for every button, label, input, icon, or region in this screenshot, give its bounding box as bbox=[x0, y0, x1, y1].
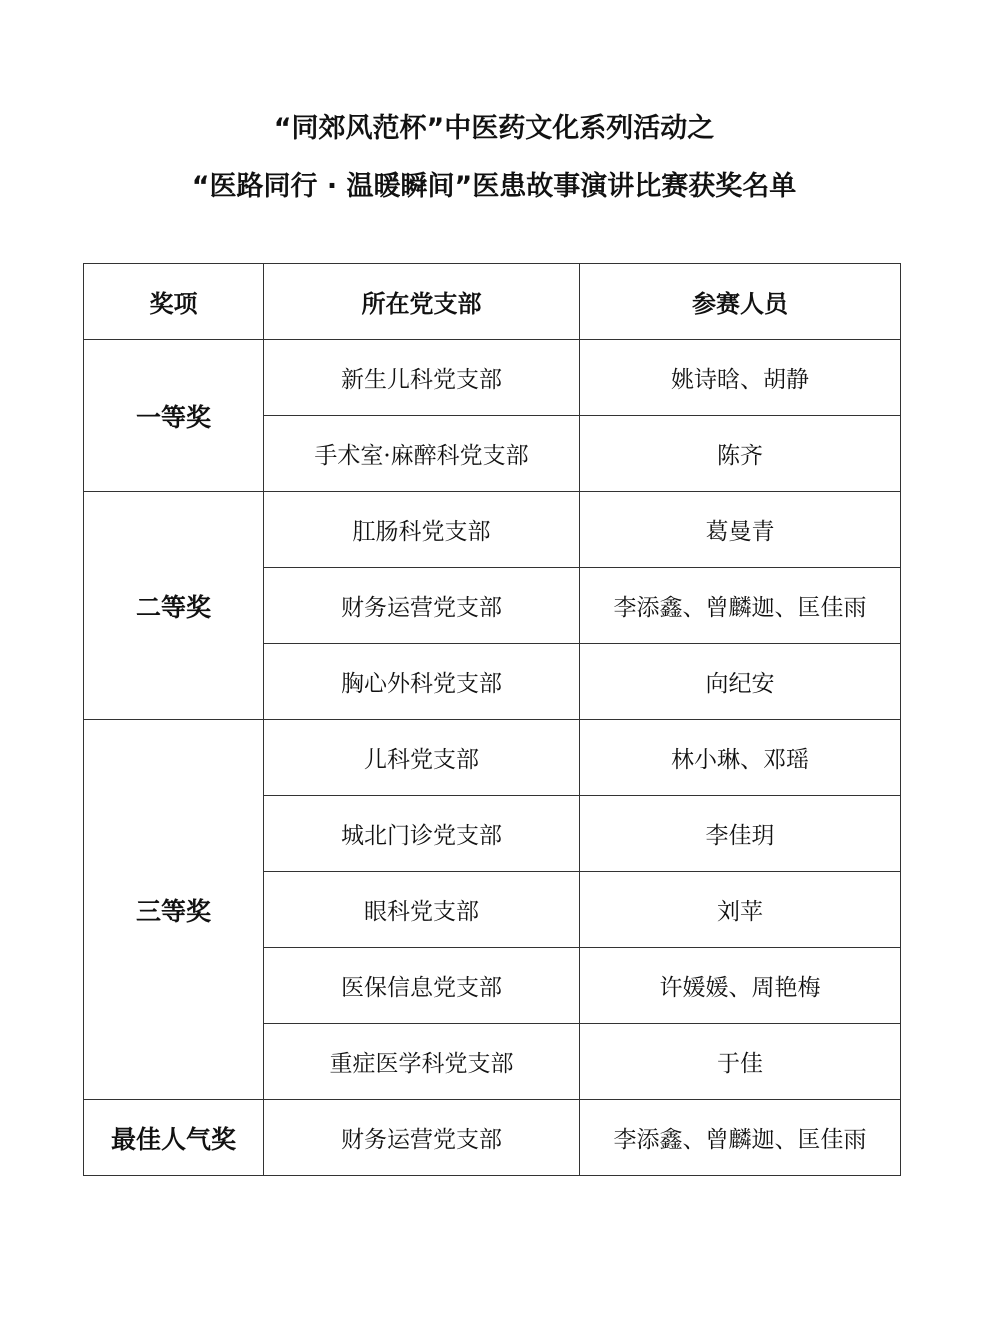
table-row bbox=[84, 720, 901, 796]
members-cell: 姚诗晗、胡静 bbox=[580, 340, 901, 416]
members-cell: 李佳玥 bbox=[580, 796, 901, 872]
branch-cell: 新生儿科党支部 bbox=[264, 340, 580, 416]
award-first-prize: 一等奖 bbox=[84, 340, 264, 492]
members-cell: 许媛媛、周艳梅 bbox=[580, 948, 901, 1024]
document-title-line-2: “医路同行 · 温暖瞬间”医患故事演讲比赛获奖名单 bbox=[191, 171, 797, 202]
members-cell: 刘苹 bbox=[580, 872, 901, 948]
branch-cell: 胸心外科党支部 bbox=[264, 644, 580, 720]
table-row bbox=[84, 1100, 901, 1176]
members-cell: 李添鑫、曾麟迦、匡佳雨 bbox=[580, 568, 901, 644]
members-cell: 李添鑫、曾麟迦、匡佳雨 bbox=[580, 1100, 901, 1176]
header-branch: 所在党支部 bbox=[264, 264, 580, 340]
award-most-popular: 最佳人气奖 bbox=[84, 1100, 264, 1176]
award-table bbox=[83, 263, 901, 1176]
header-members: 参赛人员 bbox=[580, 264, 901, 340]
document-title-line-1: “同郊风范杯”中医药文化系列活动之 bbox=[273, 113, 715, 144]
members-cell: 林小琳、邓瑶 bbox=[580, 720, 901, 796]
branch-cell: 财务运营党支部 bbox=[264, 1100, 580, 1176]
award-third-prize: 三等奖 bbox=[84, 720, 264, 1100]
header-award: 奖项 bbox=[84, 264, 264, 340]
branch-cell: 肛肠科党支部 bbox=[264, 492, 580, 568]
members-cell: 陈齐 bbox=[580, 416, 901, 492]
branch-cell: 城北门诊党支部 bbox=[264, 796, 580, 872]
table-row bbox=[84, 492, 901, 568]
branch-cell: 儿科党支部 bbox=[264, 720, 580, 796]
members-cell: 于佳 bbox=[580, 1024, 901, 1100]
branch-cell: 财务运营党支部 bbox=[264, 568, 580, 644]
branch-cell: 医保信息党支部 bbox=[264, 948, 580, 1024]
members-cell: 向纪安 bbox=[580, 644, 901, 720]
table-header-row bbox=[84, 264, 901, 340]
members-cell: 葛曼青 bbox=[580, 492, 901, 568]
branch-cell: 重症医学科党支部 bbox=[264, 1024, 580, 1100]
branch-cell: 眼科党支部 bbox=[264, 872, 580, 948]
branch-cell: 手术室·麻醉科党支部 bbox=[264, 416, 580, 492]
award-second-prize: 二等奖 bbox=[84, 492, 264, 720]
table-row bbox=[84, 340, 901, 416]
